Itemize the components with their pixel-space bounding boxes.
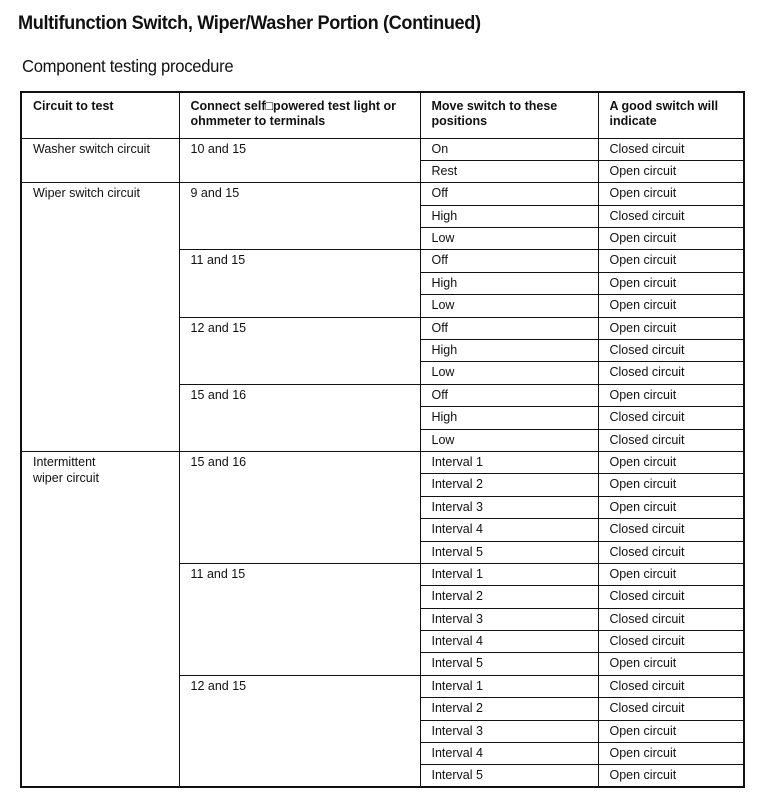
position-cell: Interval 1 bbox=[420, 451, 598, 473]
indication-cell: Closed circuit bbox=[598, 205, 744, 227]
position-cell: Low bbox=[420, 295, 598, 317]
position-cell: Off bbox=[420, 183, 598, 205]
header-terminals: Connect self□powered test light or ohmmeter to terminals bbox=[179, 92, 420, 138]
indication-cell: Open circuit bbox=[598, 250, 744, 272]
indication-cell: Open circuit bbox=[598, 451, 744, 473]
position-cell: Low bbox=[420, 228, 598, 250]
position-cell: Interval 1 bbox=[420, 563, 598, 585]
section-title: Component testing procedure bbox=[22, 56, 234, 76]
indication-cell: Closed circuit bbox=[598, 541, 744, 563]
position-cell: Off bbox=[420, 384, 598, 406]
position-cell: Interval 4 bbox=[420, 519, 598, 541]
table-row bbox=[21, 138, 744, 160]
position-cell: Interval 2 bbox=[420, 698, 598, 720]
terminals-cell: 10 and 15 bbox=[179, 138, 420, 183]
position-cell: Interval 3 bbox=[420, 720, 598, 742]
terminals-cell: 12 and 15 bbox=[179, 317, 420, 384]
circuit-cell: Intermittent wiper circuit bbox=[21, 451, 179, 787]
position-cell: On bbox=[420, 138, 598, 160]
terminals-cell: 15 and 16 bbox=[179, 384, 420, 451]
position-cell: Interval 1 bbox=[420, 675, 598, 697]
indication-cell: Closed circuit bbox=[598, 138, 744, 160]
position-cell: Interval 5 bbox=[420, 765, 598, 787]
position-cell: High bbox=[420, 340, 598, 362]
component-testing-table bbox=[20, 91, 745, 788]
position-cell: Interval 5 bbox=[420, 653, 598, 675]
position-cell: Off bbox=[420, 317, 598, 339]
indication-cell: Open circuit bbox=[598, 295, 744, 317]
terminals-cell: 15 and 16 bbox=[179, 451, 420, 563]
indication-cell: Open circuit bbox=[598, 228, 744, 250]
table-header-row bbox=[21, 92, 744, 138]
header-indication: A good switch will indicate bbox=[598, 92, 744, 138]
position-cell: High bbox=[420, 407, 598, 429]
indication-cell: Open circuit bbox=[598, 765, 744, 787]
position-cell: Interval 5 bbox=[420, 541, 598, 563]
indication-cell: Closed circuit bbox=[598, 631, 744, 653]
position-cell: High bbox=[420, 205, 598, 227]
terminals-cell: 11 and 15 bbox=[179, 250, 420, 317]
indication-cell: Closed circuit bbox=[598, 429, 744, 451]
indication-cell: Open circuit bbox=[598, 160, 744, 182]
header-circuit: Circuit to test bbox=[21, 92, 179, 138]
position-cell: Low bbox=[420, 429, 598, 451]
position-cell: Rest bbox=[420, 160, 598, 182]
indication-cell: Closed circuit bbox=[598, 519, 744, 541]
indication-cell: Open circuit bbox=[598, 496, 744, 518]
indication-cell: Closed circuit bbox=[598, 698, 744, 720]
indication-cell: Open circuit bbox=[598, 743, 744, 765]
circuit-cell: Wiper switch circuit bbox=[21, 183, 179, 452]
indication-cell: Closed circuit bbox=[598, 608, 744, 630]
table-row bbox=[21, 183, 744, 205]
indication-cell: Closed circuit bbox=[598, 362, 744, 384]
indication-cell: Closed circuit bbox=[598, 586, 744, 608]
indication-cell: Open circuit bbox=[598, 384, 744, 406]
indication-cell: Closed circuit bbox=[598, 407, 744, 429]
position-cell: Interval 4 bbox=[420, 743, 598, 765]
position-cell: Interval 3 bbox=[420, 496, 598, 518]
page-title: Multifunction Switch, Wiper/Washer Portion (Continued) bbox=[18, 12, 481, 34]
indication-cell: Open circuit bbox=[598, 720, 744, 742]
header-positions: Move switch to these positions bbox=[420, 92, 598, 138]
indication-cell: Open circuit bbox=[598, 317, 744, 339]
table-row bbox=[21, 451, 744, 473]
position-cell: Low bbox=[420, 362, 598, 384]
indication-cell: Open circuit bbox=[598, 272, 744, 294]
indication-cell: Open circuit bbox=[598, 474, 744, 496]
indication-cell: Open circuit bbox=[598, 563, 744, 585]
position-cell: Interval 2 bbox=[420, 586, 598, 608]
terminals-cell: 11 and 15 bbox=[179, 563, 420, 675]
position-cell: Interval 2 bbox=[420, 474, 598, 496]
indication-cell: Closed circuit bbox=[598, 675, 744, 697]
indication-cell: Open circuit bbox=[598, 183, 744, 205]
position-cell: High bbox=[420, 272, 598, 294]
circuit-cell: Washer switch circuit bbox=[21, 138, 179, 183]
position-cell: Off bbox=[420, 250, 598, 272]
position-cell: Interval 3 bbox=[420, 608, 598, 630]
indication-cell: Open circuit bbox=[598, 653, 744, 675]
terminals-cell: 9 and 15 bbox=[179, 183, 420, 250]
indication-cell: Closed circuit bbox=[598, 340, 744, 362]
position-cell: Interval 4 bbox=[420, 631, 598, 653]
terminals-cell: 12 and 15 bbox=[179, 675, 420, 787]
